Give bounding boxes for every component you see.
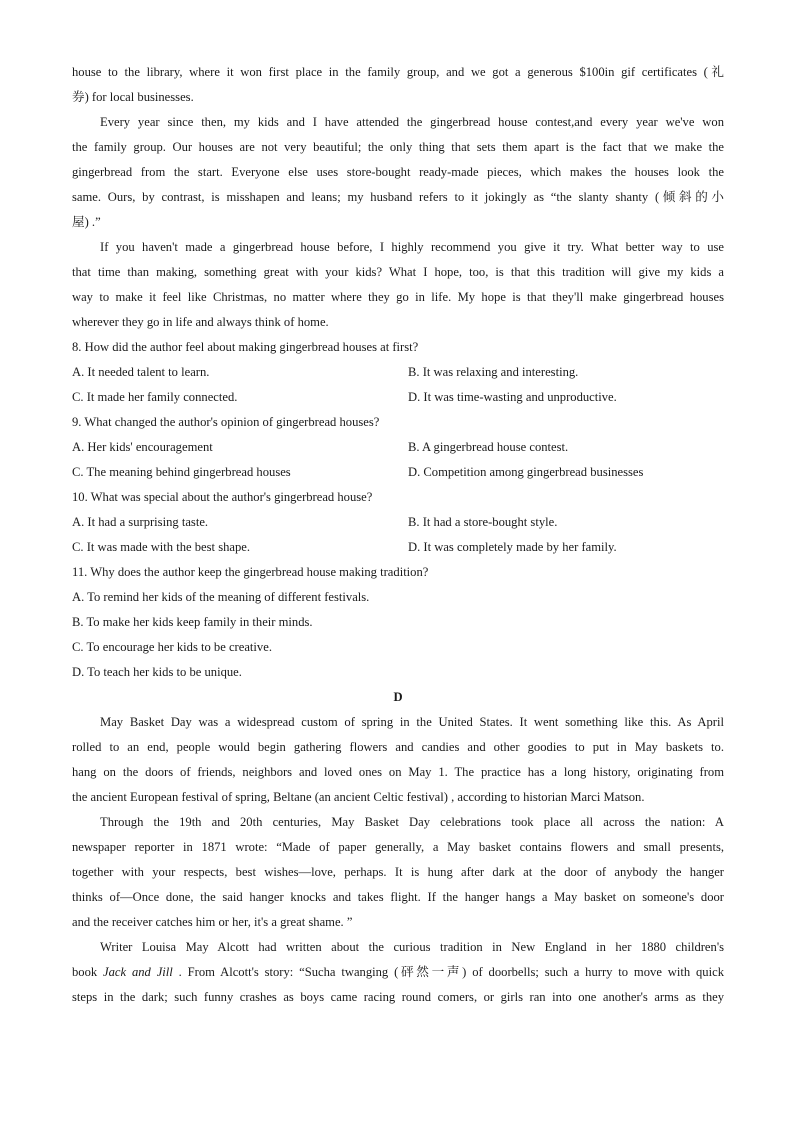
text-line: and the receiver catches him or her, it's a great shame. ” [72, 915, 353, 929]
text-line: steps in the dark; such funny crashes as boys came racing round comers, or girls ran into one another's arms as they [72, 990, 724, 1004]
text-line [72, 960, 724, 985]
option-b: B. It had a store-bought style. [408, 515, 558, 529]
text-line: that time than making, something great with your kids? What I hope, too, is that this tradition will give my kids a [72, 265, 724, 279]
question-stem: 9. What changed the author's opinion of gingerbread houses? [72, 415, 380, 429]
text-line: If you haven't made a gingerbread house before, I highly recommend you give it try. What better way to use [100, 240, 724, 254]
option-b: B. To make her kids keep family in their minds. [72, 615, 313, 629]
question-stem: 11. Why does the author keep the gingerbread house making tradition? [72, 565, 429, 579]
question-8 [72, 335, 724, 410]
passage-d-paragraph-1 [72, 710, 724, 810]
text-line: newspaper reporter in 1871 wrote: “Made of paper generally, a May basket contains flowers and small presents, [72, 840, 724, 854]
text-line: Every year since then, my kids and I have attended the gingerbread house contest,and every year we've won [100, 115, 724, 129]
text-line: wherever they go in life and always think of home. [72, 315, 329, 329]
text-line: together with your respects, best wishes—love, perhaps. It is hung after dark at the door of anybody the hanger [72, 865, 724, 879]
text-line: rolled to an end, people would begin gathering flowers and candies and other goodies to put in May baskets to. [72, 740, 724, 754]
text-line: same. Ours, by contrast, is misshapen and leans; my husband refers to it jokingly as “the slanty shanty (倾斜的小 [72, 190, 724, 204]
text-segment: book [72, 965, 104, 979]
option-a: A. Her kids' encouragement [72, 440, 213, 454]
question-11 [72, 560, 724, 685]
book-title: Jack and Jill [103, 965, 173, 979]
text-segment: . From Alcott's story: “Sucha twanging (砰然一声) of doorbells; such a hurry to move with quick [172, 965, 724, 979]
option-d: D. Competition among gingerbread businesses [408, 465, 644, 479]
text-line: the family group. Our houses are not very beautiful; the only thing that sets them apart is the fact that we make the [72, 140, 724, 154]
text-line: May Basket Day was a widespread custom of spring in the United States. It went something like this. As April [100, 715, 724, 729]
text-line: Writer Louisa May Alcott had written about the curious tradition in New England in her 1880 children's [100, 940, 724, 954]
text-line: 券) for local businesses. [72, 90, 194, 104]
option-b: B. It was relaxing and interesting. [408, 365, 579, 379]
option-a: A. It needed talent to learn. [72, 365, 210, 379]
document-page [72, 60, 724, 1010]
question-9 [72, 410, 724, 485]
option-a: A. It had a surprising taste. [72, 515, 209, 529]
option-c: C. The meaning behind gingerbread houses [72, 465, 291, 479]
option-b: B. A gingerbread house contest. [408, 440, 569, 454]
option-a: A. To remind her kids of the meaning of different festivals. [72, 590, 370, 604]
section-heading: D [393, 690, 403, 704]
option-d: D. It was completely made by her family. [408, 540, 617, 554]
option-c: C. It was made with the best shape. [72, 540, 251, 554]
passage-d-paragraph-3 [72, 935, 724, 1010]
text-line: way to make it feel like Christmas, no matter where they go in life. My hope is that they'll make gingerbread houses [72, 290, 724, 304]
text-line: hang on the doors of friends, neighbors and loved ones on May 1. The practice has a long history, originating from [72, 765, 724, 779]
question-stem: 10. What was special about the author's gingerbread house? [72, 490, 373, 504]
text-line: Through the 19th and 20th centuries, May Basket Day celebrations took place all across the nation: A [100, 815, 724, 829]
option-d: D. It was time-wasting and unproductive. [408, 390, 617, 404]
question-stem: 8. How did the author feel about making gingerbread houses at first? [72, 340, 419, 354]
text-line: gingerbread from the start. Everyone else uses store-bought ready-made pieces, which makes the houses look the [72, 165, 724, 179]
passage-c-text [72, 60, 724, 335]
text-line: 屋) .” [72, 215, 101, 229]
text-line: thinks of—Once done, the said hanger knocks and takes flight. If the hanger hangs a May basket on someone's door [72, 890, 724, 904]
text-line: the ancient European festival of spring, Beltane (an ancient Celtic festival) , according to historian Marci Matson. [72, 790, 645, 804]
option-d: D. To teach her kids to be unique. [72, 665, 242, 679]
question-10 [72, 485, 724, 560]
text-line: house to the library, where it won first place in the family group, and we got a generous $100in gif certificates (礼 [72, 65, 724, 79]
option-c: C. To encourage her kids to be creative. [72, 640, 272, 654]
passage-d-paragraph-2 [72, 810, 724, 935]
option-c: C. It made her family connected. [72, 390, 238, 404]
